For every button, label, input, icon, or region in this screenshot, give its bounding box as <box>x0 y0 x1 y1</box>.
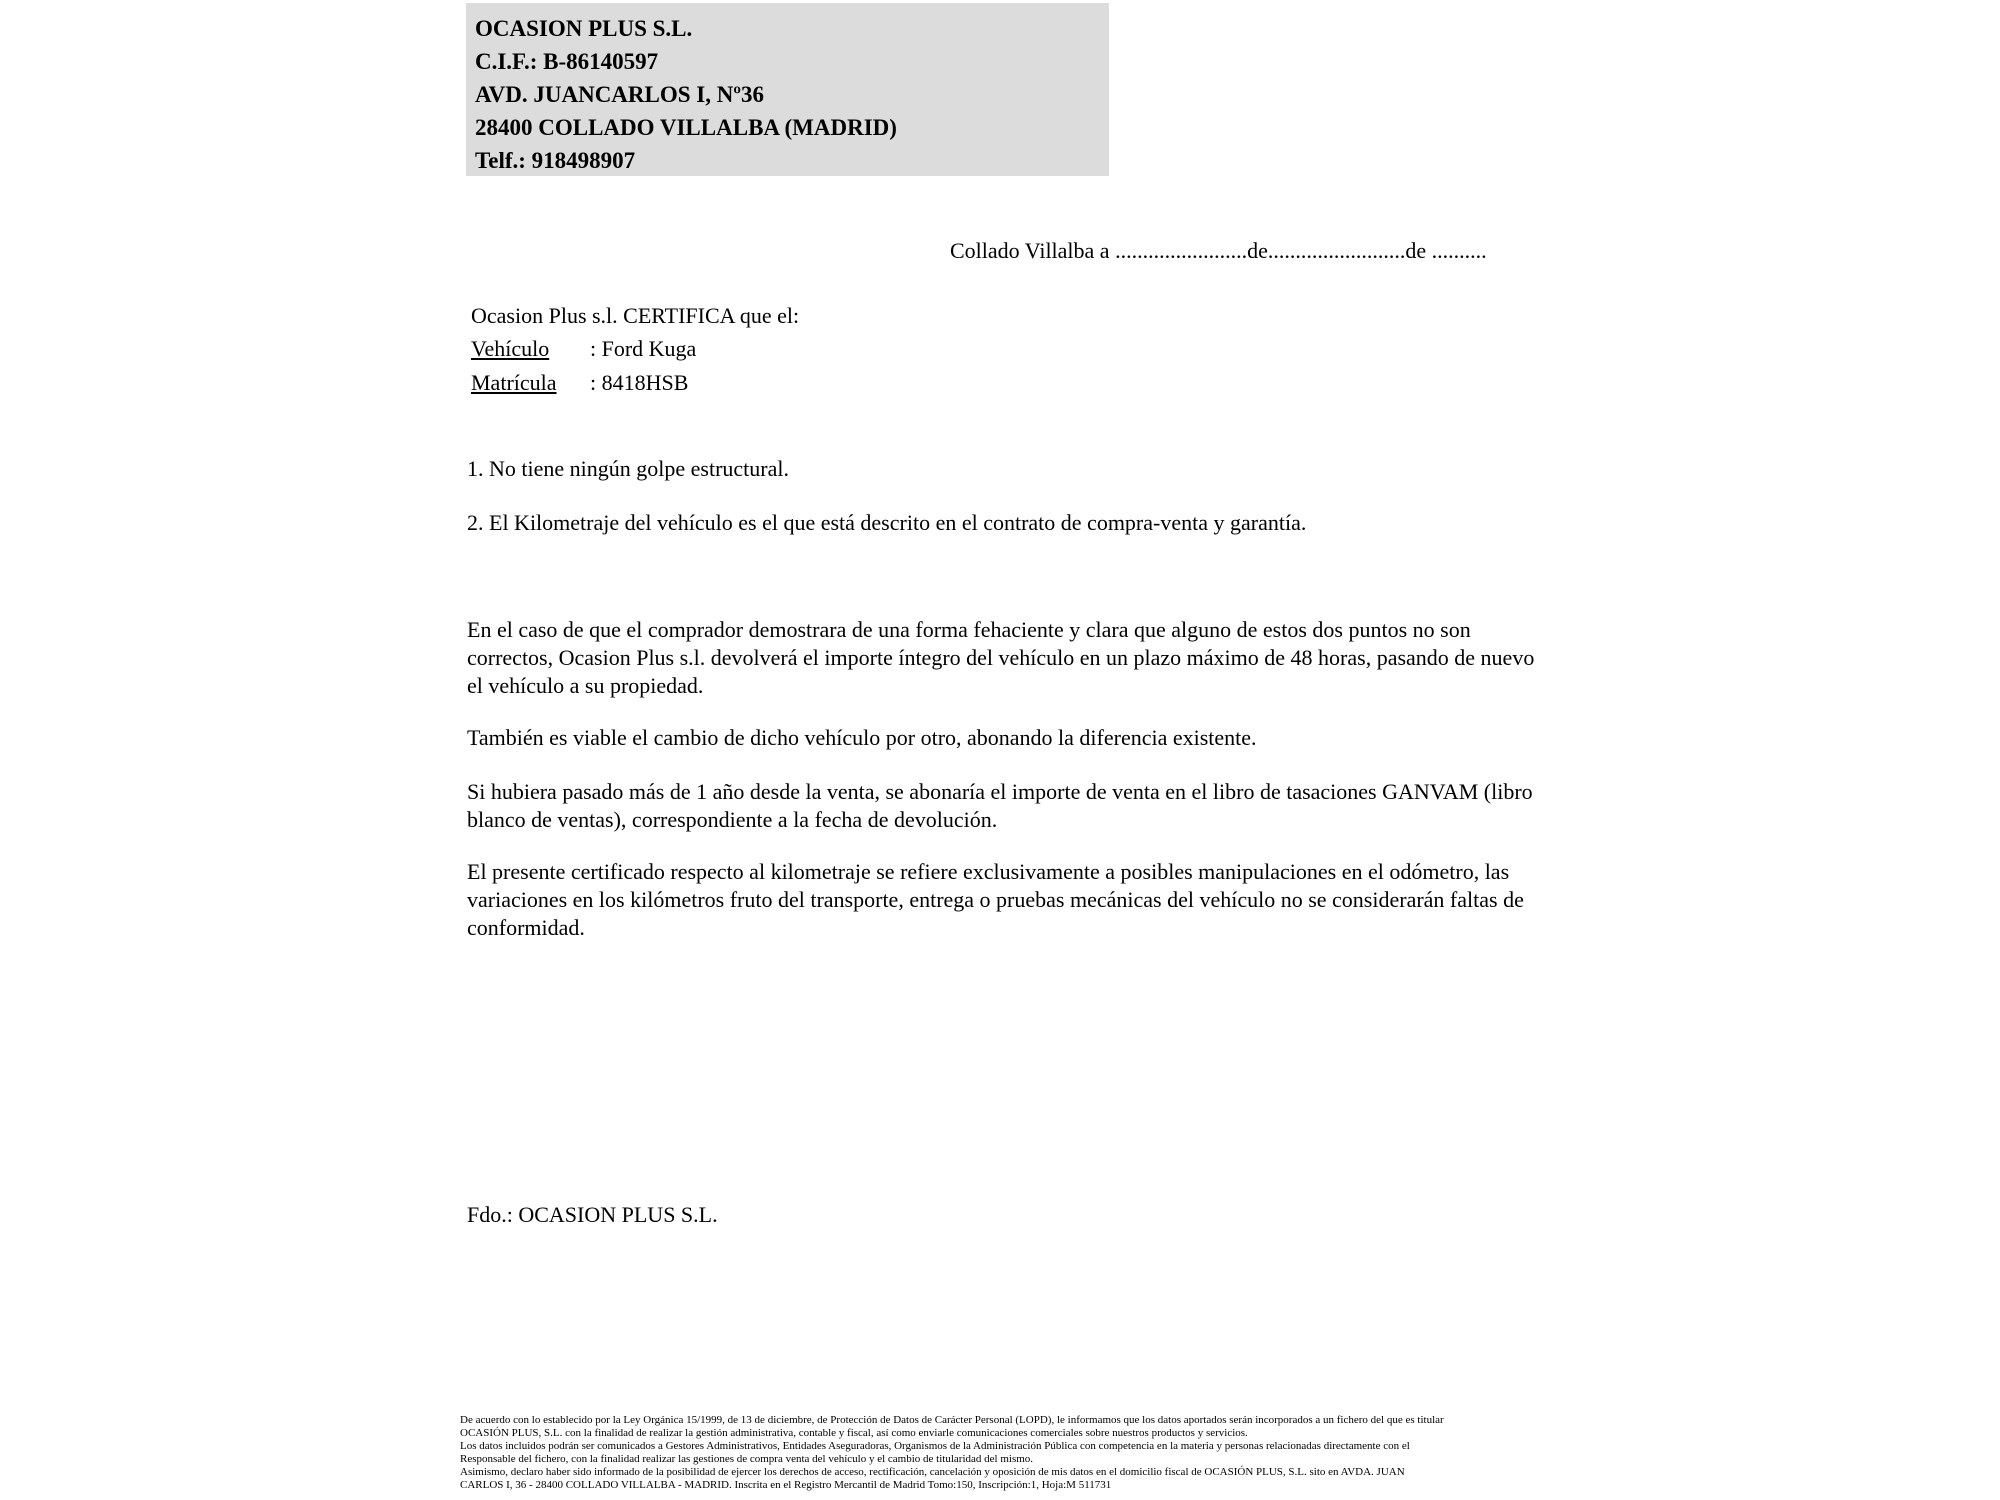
vehicle-field <box>471 336 696 362</box>
legal-footer-line: Responsable del fichero, con la finalidad realizar las gestiones de compra venta del vehículo y el cambio de titularidad del mismo. <box>460 1453 1034 1465</box>
clause-1: 1. No tiene ningún golpe estructural. <box>467 456 789 481</box>
signature-line: Fdo.: OCASION PLUS S.L. <box>467 1202 718 1227</box>
company-city: 28400 COLLADO VILLALBA (MADRID) <box>475 115 897 140</box>
vehicle-field-value: : Ford Kuga <box>590 336 697 361</box>
legal-footer-line: OCASIÓN PLUS, S.L. con la finalidad de realizar la gestión administrativa, contable y fiscal, así como enviarle comunicaciones comerciales sobre nuestros productos y servicios. <box>460 1427 1248 1439</box>
legal-footer-line: Asimismo, declaro haber sido informado de la posibilidad de ejercer los derechos de acceso, rectificación, cancelación y oposición de mis datos en el domicilio fiscal de OCASIÓN PLUS, S.L. sito en AVDA. JUAN <box>460 1466 1405 1478</box>
paragraph-refund: En el caso de que el comprador demostrara de una forma fehaciente y clara que alguno de estos dos puntos no son correctos, Ocasion Plus s.l. devolverá el importe íntegro del vehículo en un plazo máximo de 48 horas, pasando de nuevo el vehículo a su propiedad. <box>467 617 1535 698</box>
plate-field <box>471 370 688 396</box>
plate-field-label-wrap <box>471 370 590 396</box>
paragraph-odometer: El presente certificado respecto al kilometraje se refiere exclusivamente a posibles manipulaciones en el odómetro, las variaciones en los kilómetros fruto del transporte, entrega o pruebas mecánicas del vehículo no se considerarán faltas de conformidad. <box>467 859 1524 940</box>
certification-intro: Ocasion Plus s.l. CERTIFICA que el: <box>471 303 800 328</box>
paragraph-exchange: También es viable el cambio de dicho vehículo por otro, abonando la diferencia existente. <box>467 725 1257 750</box>
paragraph-ganvam: Si hubiera pasado más de 1 año desde la venta, se abonaría el importe de venta en el libro de tasaciones GANVAM (libro blanco de ventas), correspondiente a la fecha de devolución. <box>467 779 1533 832</box>
date-line: Collado Villalba a ........................de.........................de .......... <box>950 238 1487 263</box>
vehicle-field-label-wrap <box>471 336 590 362</box>
legal-footer-line: De acuerdo con lo establecido por la Ley Orgánica 15/1999, de 13 de diciembre, de Protección de Datos de Carácter Personal (LOPD), le informamos que los datos aportados serán incorporados a un fichero del que es titular <box>460 1414 1444 1426</box>
vehicle-field-label: Vehículo <box>471 336 550 361</box>
company-cif: C.I.F.: B-86140597 <box>475 49 659 74</box>
clause-2: 2. El Kilometraje del vehículo es el que está descrito en el contrato de compra-venta y garantía. <box>467 510 1307 535</box>
letterhead-box <box>466 3 1109 176</box>
plate-field-value: : 8418HSB <box>590 370 689 395</box>
company-address: AVD. JUANCARLOS I, Nº36 <box>475 82 764 107</box>
company-name: OCASION PLUS S.L. <box>475 16 693 41</box>
legal-footer-line: Los datos incluidos podrán ser comunicados a Gestores Administrativos, Entidades Aseguradoras, Organismos de la Administración Pública con competencia en la materia y personas relacionadas directamente con el <box>460 1440 1410 1452</box>
company-phone: Telf.: 918498907 <box>475 148 636 173</box>
plate-field-label: Matrícula <box>471 370 557 395</box>
legal-footer <box>460 1414 1550 1492</box>
legal-footer-line: CARLOS I, 36 - 28400 COLLADO VILLALBA - MADRID. Inscrita en el Registro Mercantil de Madrid Tomo:150, Inscripción:1, Hoja:M 511731 <box>460 1479 1112 1491</box>
